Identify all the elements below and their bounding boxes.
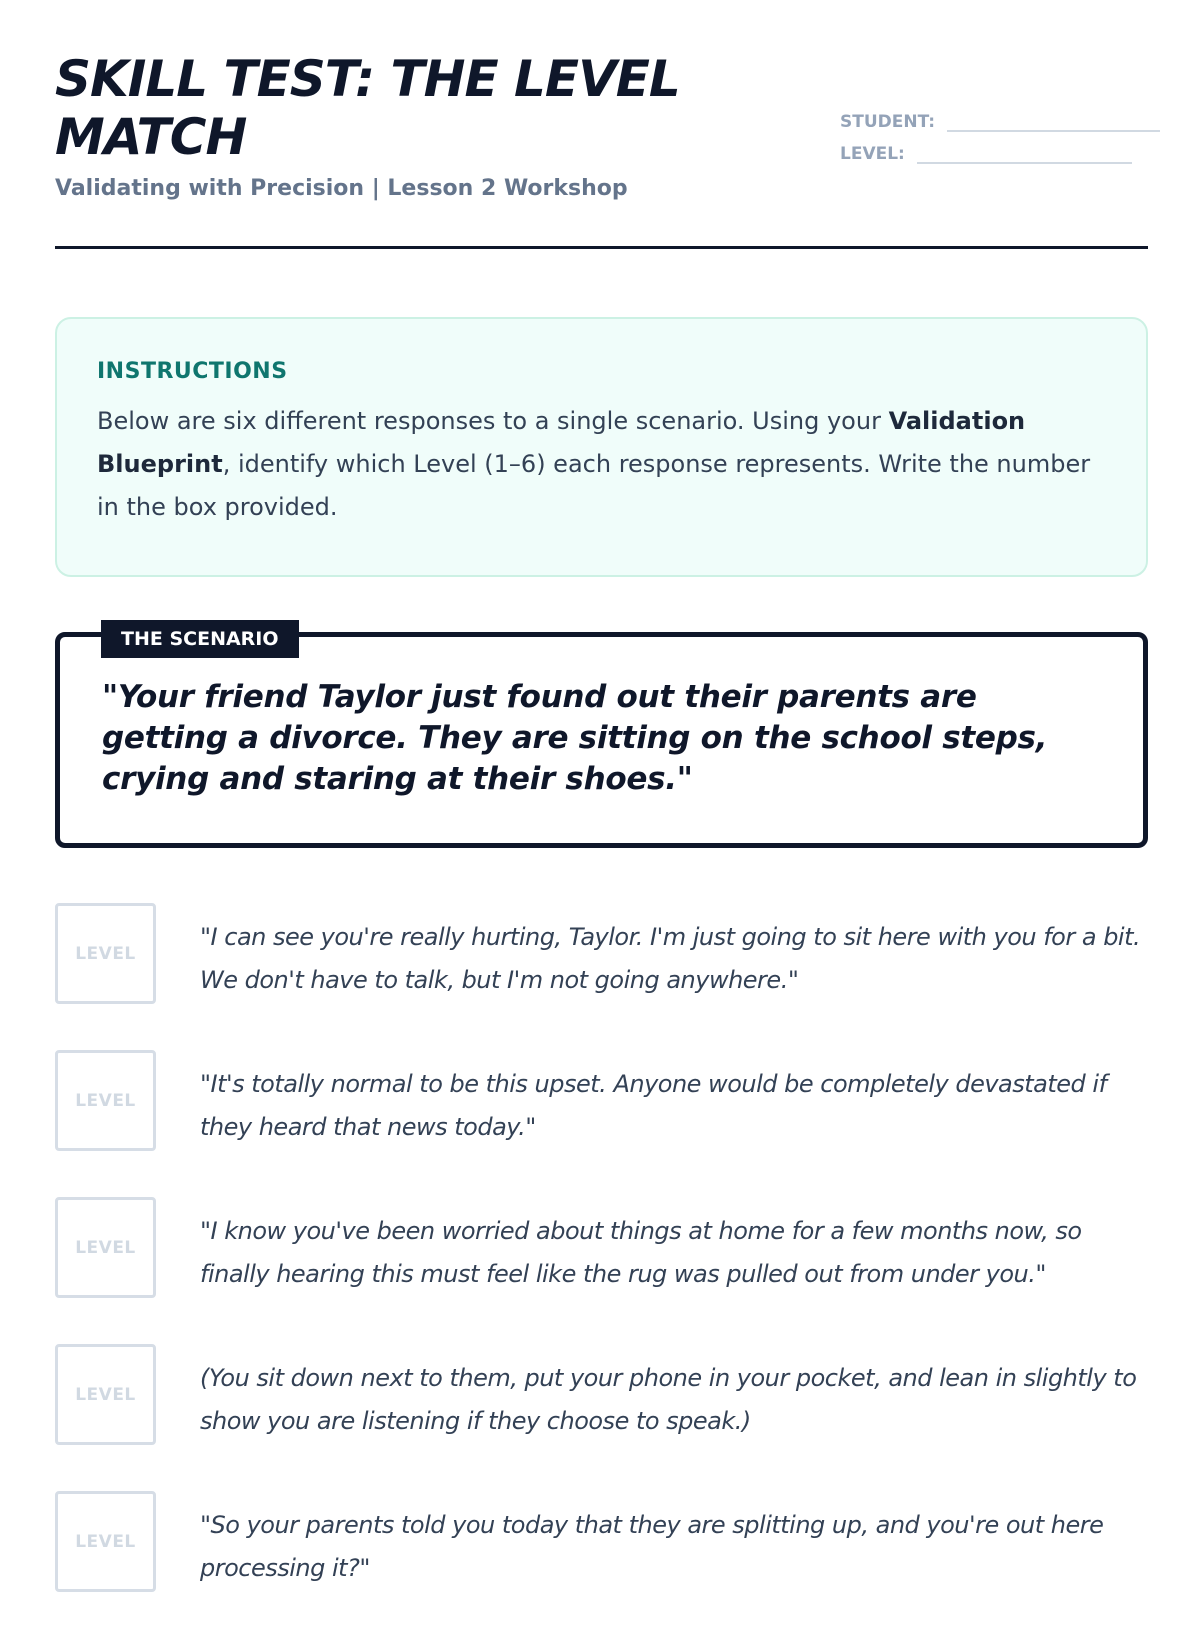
- level-answer-box[interactable]: LEVEL: [55, 1050, 156, 1151]
- instructions-text-start: Below are six different responses to a single scenario. Using your: [97, 407, 889, 435]
- response-text: "It's totally normal to be this upset. Anyone would be completely devastated if they heard that news today.": [200, 1070, 1107, 1141]
- instructions-box: [55, 317, 1148, 577]
- student-name-field[interactable]: [947, 110, 1160, 132]
- level-row: [840, 132, 1148, 164]
- response-text: (You sit down next to them, put your phone in your pocket, and lean in slightly to show you are listening if they choose to speak.): [200, 1364, 1137, 1435]
- instructions-text-bold: Validation Blueprint: [97, 407, 1026, 478]
- response-item-1: [55, 903, 1148, 1050]
- response-item-4: [55, 1344, 1148, 1491]
- level-answer-box[interactable]: LEVEL: [55, 1344, 156, 1445]
- header-divider: [55, 246, 1148, 249]
- student-info: [840, 100, 1148, 164]
- level-label: LEVEL:: [840, 144, 905, 164]
- level-answer-box[interactable]: LEVEL: [55, 903, 156, 1004]
- response-item-2: [55, 1050, 1148, 1197]
- level-field[interactable]: [917, 142, 1132, 164]
- page-subtitle: Validating with Precision | Lesson 2 Workshop: [55, 176, 628, 201]
- scenario-box: [55, 628, 1148, 848]
- scenario-text: "Your friend Taylor just found out their parents are getting a divorce. They are sitting on the school steps, crying and staring at their shoes.": [102, 679, 1048, 797]
- worksheet-header: [55, 0, 1148, 252]
- worksheet-page: [55, 0, 1148, 1582]
- response-text: "I know you've been worried about things at home for a few months now, so finally hearing this must feel like the rug was pulled out from under you.": [200, 1217, 1082, 1288]
- student-label: STUDENT:: [840, 112, 936, 132]
- level-answer-box[interactable]: LEVEL: [55, 1491, 156, 1592]
- level-answer-box[interactable]: LEVEL: [55, 1197, 156, 1298]
- page-title: SKILL TEST: THE LEVEL MATCH: [55, 50, 680, 166]
- response-item-3: [55, 1197, 1148, 1344]
- response-text: "I can see you're really hurting, Taylor. I'm just going to sit here with you for a bit. We don't have to talk, but I'm not going anywhere.": [200, 923, 1141, 994]
- instructions-text: [97, 400, 1106, 529]
- student-row: [840, 100, 1148, 132]
- scenario-tag: THE SCENARIO: [101, 620, 299, 658]
- response-item-5: [55, 1491, 1148, 1638]
- response-text: "So your parents told you today that they are splitting up, and you're out here processing it?": [200, 1511, 1104, 1582]
- instructions-heading: INSTRUCTIONS: [97, 359, 288, 384]
- responses-list: [55, 903, 1148, 1638]
- instructions-text-end: , identify which Level (1–6) each response represents. Write the number in the box provided.: [97, 450, 1091, 521]
